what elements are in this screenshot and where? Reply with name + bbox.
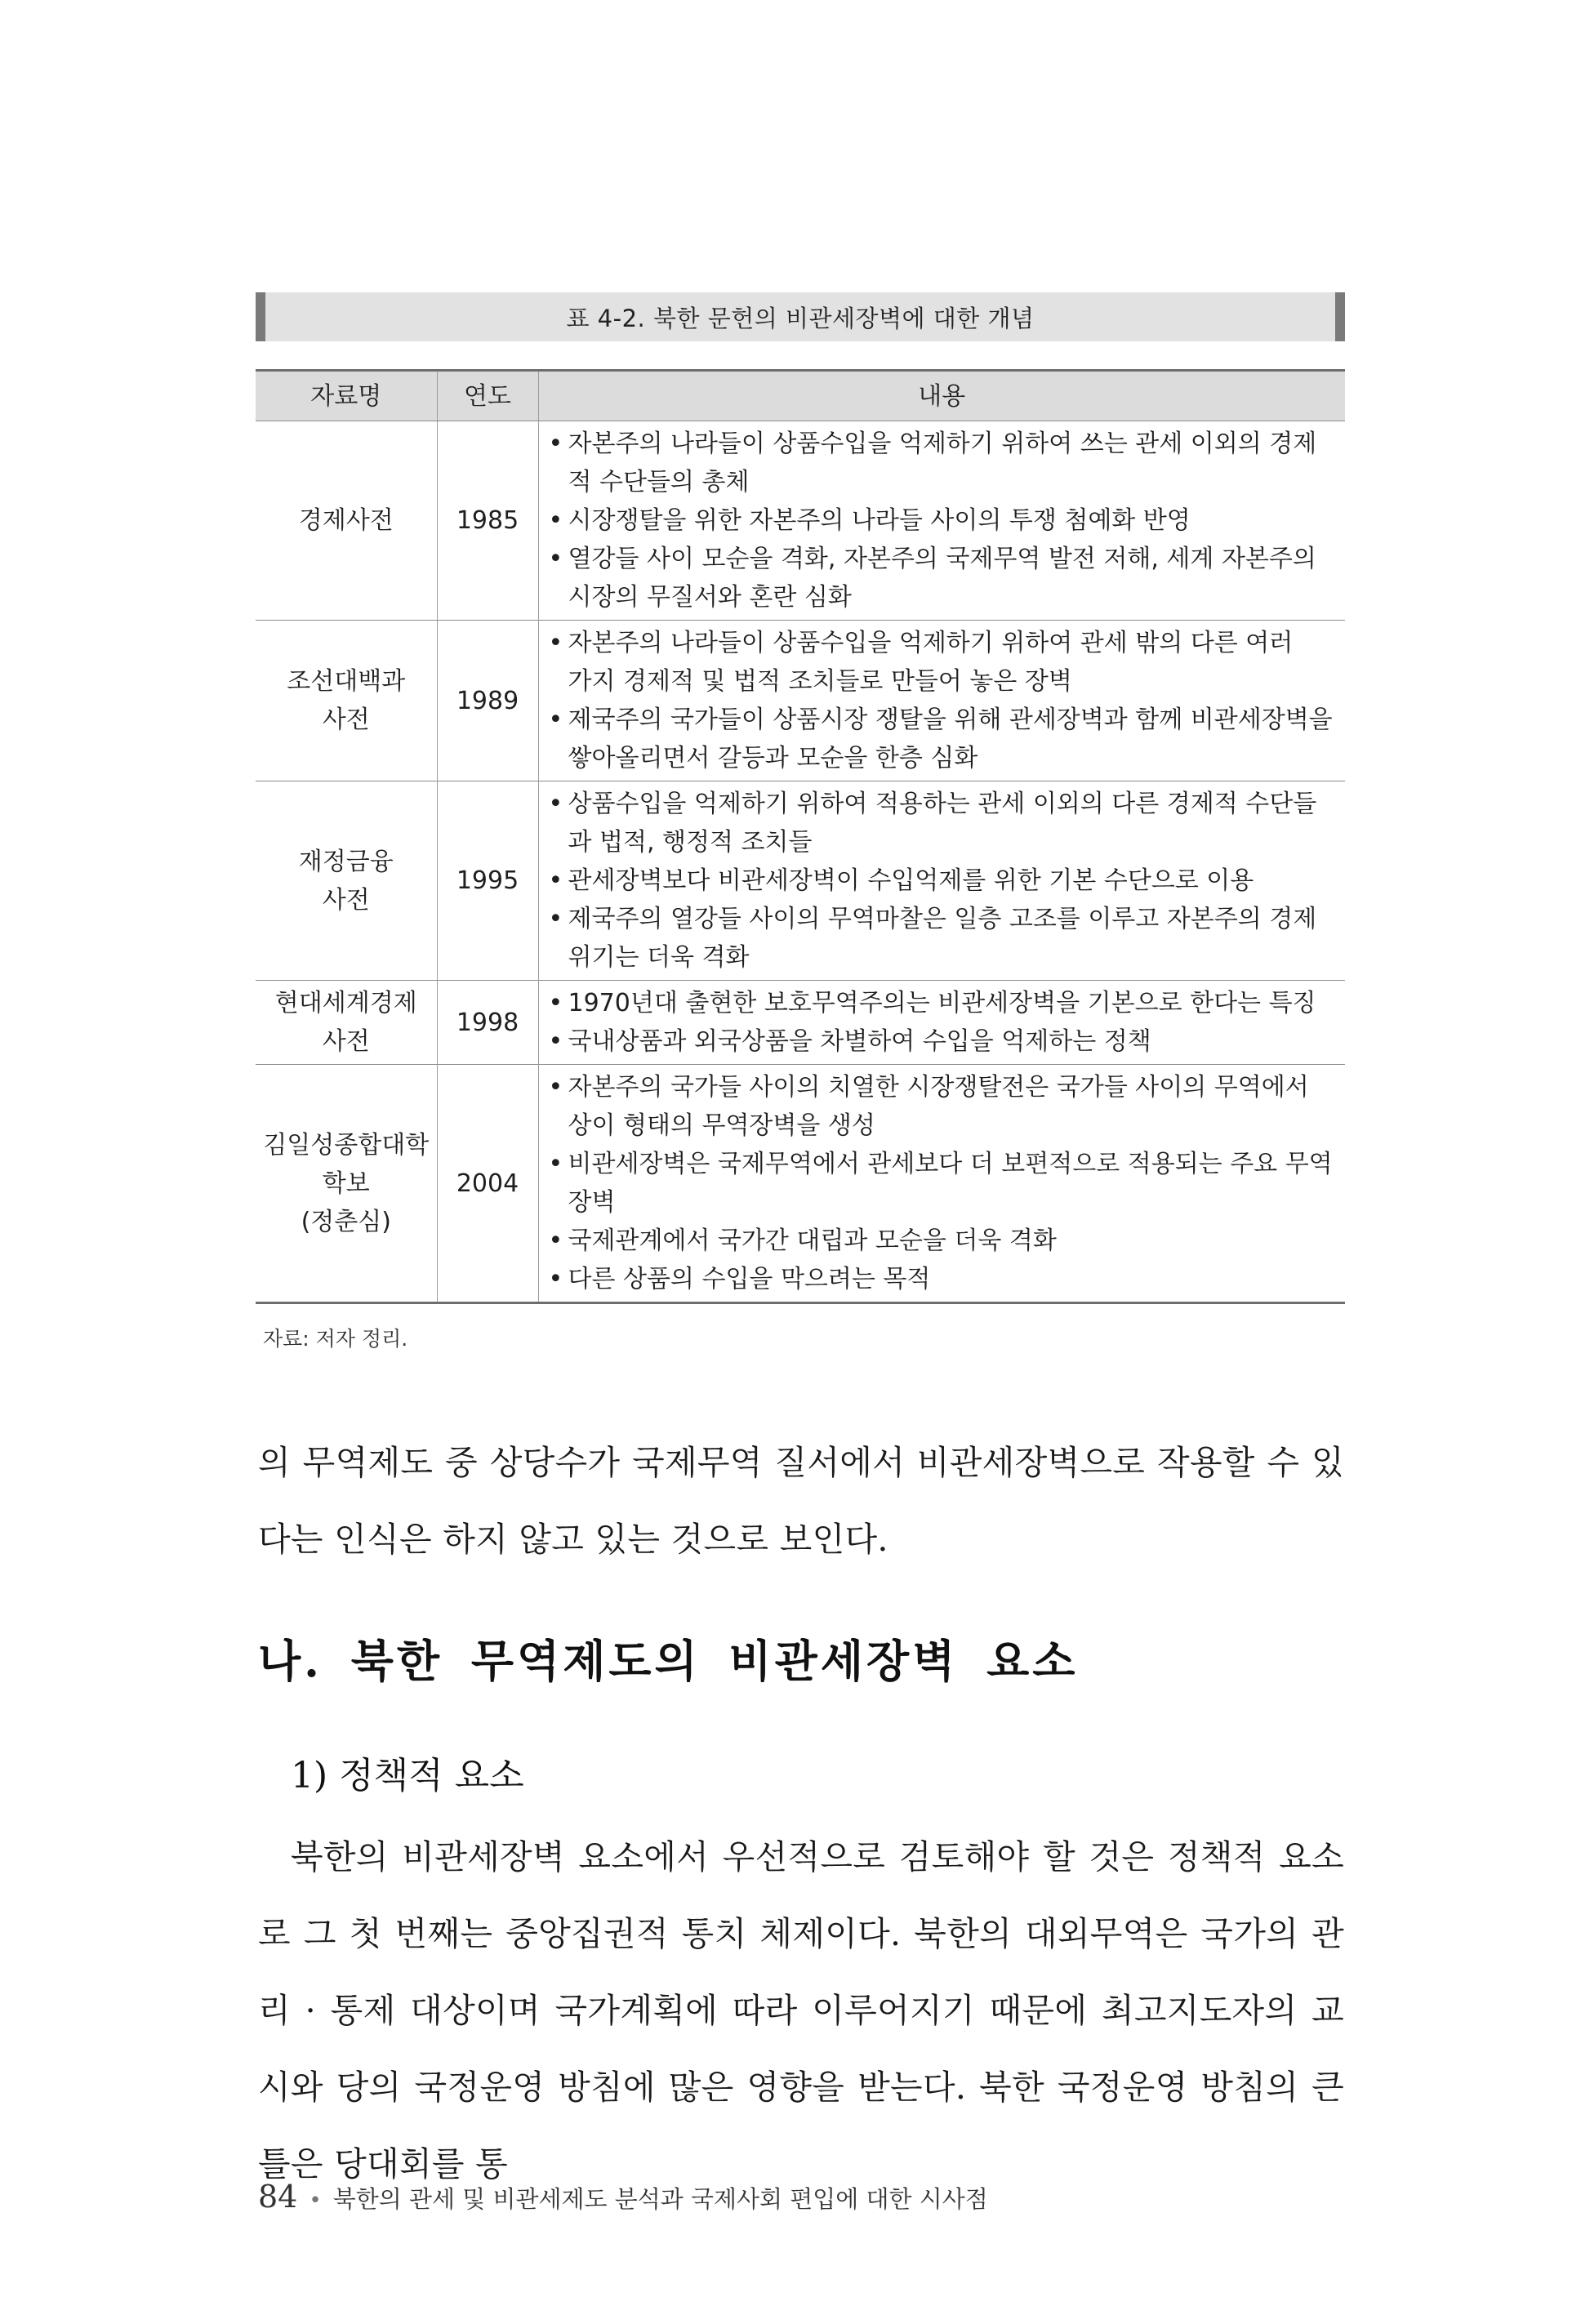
table-row (256, 421, 1345, 621)
bullet-mark: • (548, 866, 563, 895)
cell-year: 2004 (437, 1065, 538, 1303)
bullet-mark: • (548, 430, 563, 458)
content-text: 자본주의 나라들이 상품수입을 억제하기 위하여 관세 밖의 다른 여러 (568, 629, 1294, 657)
table-header-row (256, 371, 1345, 421)
cell-year: 1989 (437, 621, 538, 781)
table-row (256, 1065, 1345, 1303)
content-text: 과 법적, 행정적 조치들 (568, 828, 813, 857)
page-number: 84 (258, 2179, 298, 2215)
bullet-mark: • (548, 790, 563, 818)
content-bullet-item (549, 1145, 1338, 1222)
content-line (549, 501, 1338, 540)
header-content: 내용 (538, 371, 1345, 421)
content-bullet-item (549, 1068, 1338, 1145)
content-bullet-item (549, 701, 1338, 777)
table-row (256, 981, 1345, 1065)
content-text: 제국주의 열강들 사이의 무역마찰은 일층 고조를 이루고 자본주의 경제 (568, 905, 1317, 933)
table-body (256, 421, 1345, 1303)
content-text: 1970년대 출현한 보호무역주의는 비관세장벽을 기본으로 한다는 특징 (568, 989, 1316, 1017)
table-row (256, 781, 1345, 981)
source-name-line: 재정금융 (298, 847, 394, 876)
cell-year: 1995 (437, 781, 538, 981)
content-line (549, 1106, 1338, 1145)
content-text: 다른 상품의 수입을 막으려는 목적 (568, 1265, 931, 1293)
bullet-mark: • (548, 1150, 563, 1178)
cell-content (538, 421, 1345, 621)
cell-content (538, 981, 1345, 1065)
running-title: 북한의 관세 및 비관세제도 분석과 국제사회 편입에 대한 시사점 (332, 2185, 988, 2213)
table-caption: 표 4-2. 북한 문헌의 비관세장벽에 대한 개념 (256, 292, 1345, 341)
bullet-mark: • (548, 905, 563, 933)
content-line (549, 1022, 1338, 1061)
cell-content (538, 621, 1345, 781)
table-source-note: 자료: 저자 정리. (263, 1327, 408, 1351)
content-text: 국내상품과 외국상품을 차별하여 수입을 억제하는 정책 (568, 1027, 1151, 1056)
cell-source-name (256, 1065, 437, 1303)
bullet-mark: • (548, 545, 563, 573)
content-bullet-item (549, 1022, 1338, 1061)
bullet-mark: • (548, 706, 563, 734)
content-line (549, 701, 1338, 739)
content-text: 자본주의 나라들이 상품수입을 억제하기 위하여 쓰는 관세 이외의 경제 (568, 430, 1317, 458)
content-line (549, 739, 1338, 777)
content-line (549, 938, 1338, 977)
content-text: 시장의 무질서와 혼란 심화 (568, 583, 852, 612)
content-text: 국제관계에서 국가간 대립과 모순을 더욱 격화 (568, 1227, 1057, 1255)
bullet-mark: • (548, 1027, 563, 1056)
cell-content (538, 781, 1345, 981)
body-paragraph: 의 무역제도 중 상당수가 국제무역 질서에서 비관세장벽으로 작용할 수 있다는 인식은 하지 않고 있는 것으로 보인다. (258, 1443, 1344, 1559)
header-source-name: 자료명 (256, 371, 437, 421)
content-line (549, 624, 1338, 662)
content-bullet-item (549, 501, 1338, 540)
content-text: 자본주의 국가들 사이의 치열한 시장쟁탈전은 국가들 사이의 무역에서 (568, 1073, 1309, 1102)
cell-source-name (256, 981, 437, 1065)
content-text: 가지 경제적 및 법적 조치들로 만들어 놓은 장벽 (568, 667, 1072, 696)
content-line (549, 785, 1338, 823)
bullet-mark: • (548, 506, 563, 535)
content-line (549, 1145, 1338, 1183)
content-bullet-item (549, 984, 1338, 1022)
content-line (549, 425, 1338, 463)
content-text: 관세장벽보다 비관세장벽이 수입억제를 위한 기본 수단으로 이용 (568, 866, 1254, 895)
header-year: 연도 (437, 371, 538, 421)
content-text: 상품수입을 억제하기 위하여 적용하는 관세 이외의 다른 경제적 수단들 (568, 790, 1317, 818)
content-text: 비관세장벽은 국제무역에서 관세보다 더 보편적으로 적용되는 주요 무역 (568, 1150, 1333, 1178)
source-name-line: 사전 (322, 885, 370, 915)
content-text: 제국주의 국가들이 상품시장 쟁탈을 위해 관세장벽과 함께 비관세장벽을 (568, 706, 1333, 734)
cell-year: 1985 (437, 421, 538, 621)
bullet-mark: • (548, 989, 563, 1017)
content-text: 상이 형태의 무역장벽을 생성 (568, 1111, 875, 1140)
content-line (549, 1260, 1338, 1298)
page-footer (258, 2179, 988, 2215)
body-paragraph: 북한의 비관세장벽 요소에서 우선적으로 검토해야 할 것은 정책적 요소로 그 첫 번째는 중앙집권적 통치 체제이다. 북한의 대외무역은 국가의 관리 · 통제 대상이며 국가계획에 따라 이루어지기 때문에 최고지도자의 교시와 당의 국정운영 방침에 많은 영향을 받는다. 북한 국정운영 방침의 큰 틀은 당대회를 통 (258, 1837, 1344, 2184)
cell-source-name (256, 421, 437, 621)
source-name-line: 사전 (322, 1027, 370, 1056)
content-line (549, 1222, 1338, 1260)
source-name-line: 김일성종합대학 (263, 1130, 430, 1160)
content-text: 장벽 (568, 1188, 616, 1217)
content-bullet-item (549, 785, 1338, 861)
content-line (549, 1183, 1338, 1222)
table-row (256, 621, 1345, 781)
bullet-mark: • (548, 1073, 563, 1102)
footer-separator: • (309, 2188, 322, 2213)
source-name-line: 사전 (322, 706, 370, 734)
source-name-line: 조선대백과 (287, 667, 406, 696)
section-heading: 나. 북한 무역제도의 비관세장벽 요소 (258, 1635, 1079, 1687)
content-line (549, 578, 1338, 617)
cell-source-name (256, 781, 437, 981)
source-name-line: 현대세계경제 (274, 989, 417, 1017)
content-line (549, 984, 1338, 1022)
cell-content (538, 1065, 1345, 1303)
content-bullet-item (549, 900, 1338, 977)
content-bullet-item (549, 624, 1338, 701)
content-text: 열강들 사이 모순을 격화, 자본주의 국제무역 발전 저해, 세계 자본주의 (568, 545, 1316, 573)
content-bullet-item (549, 861, 1338, 900)
source-name-line: (정춘심) (301, 1207, 391, 1236)
content-bullet-item (549, 1260, 1338, 1298)
content-bullet-item (549, 425, 1338, 501)
content-line (549, 861, 1338, 900)
bullet-mark: • (548, 1227, 563, 1255)
bullet-mark: • (548, 629, 563, 657)
sub-heading: 1) 정책적 요소 (291, 1755, 524, 1796)
bullet-mark: • (548, 1265, 563, 1293)
cell-source-name (256, 621, 437, 781)
content-text: 쌓아올리면서 갈등과 모순을 한층 심화 (568, 744, 978, 772)
cell-year: 1998 (437, 981, 538, 1065)
source-name-line: 학보 (322, 1169, 370, 1198)
content-text: 적 수단들의 총체 (568, 468, 750, 496)
content-line (549, 662, 1338, 701)
content-line (549, 823, 1338, 861)
concept-table (256, 369, 1345, 1304)
source-name-line: 경제사전 (298, 506, 394, 535)
content-text: 시장쟁탈을 위한 자본주의 나라들 사이의 투쟁 첨예화 반영 (568, 506, 1191, 535)
content-line (549, 900, 1338, 938)
content-line (549, 1068, 1338, 1106)
content-line (549, 540, 1338, 578)
content-bullet-item (549, 540, 1338, 617)
content-bullet-item (549, 1222, 1338, 1260)
content-line (549, 463, 1338, 501)
content-text: 위기는 더욱 격화 (568, 943, 750, 972)
